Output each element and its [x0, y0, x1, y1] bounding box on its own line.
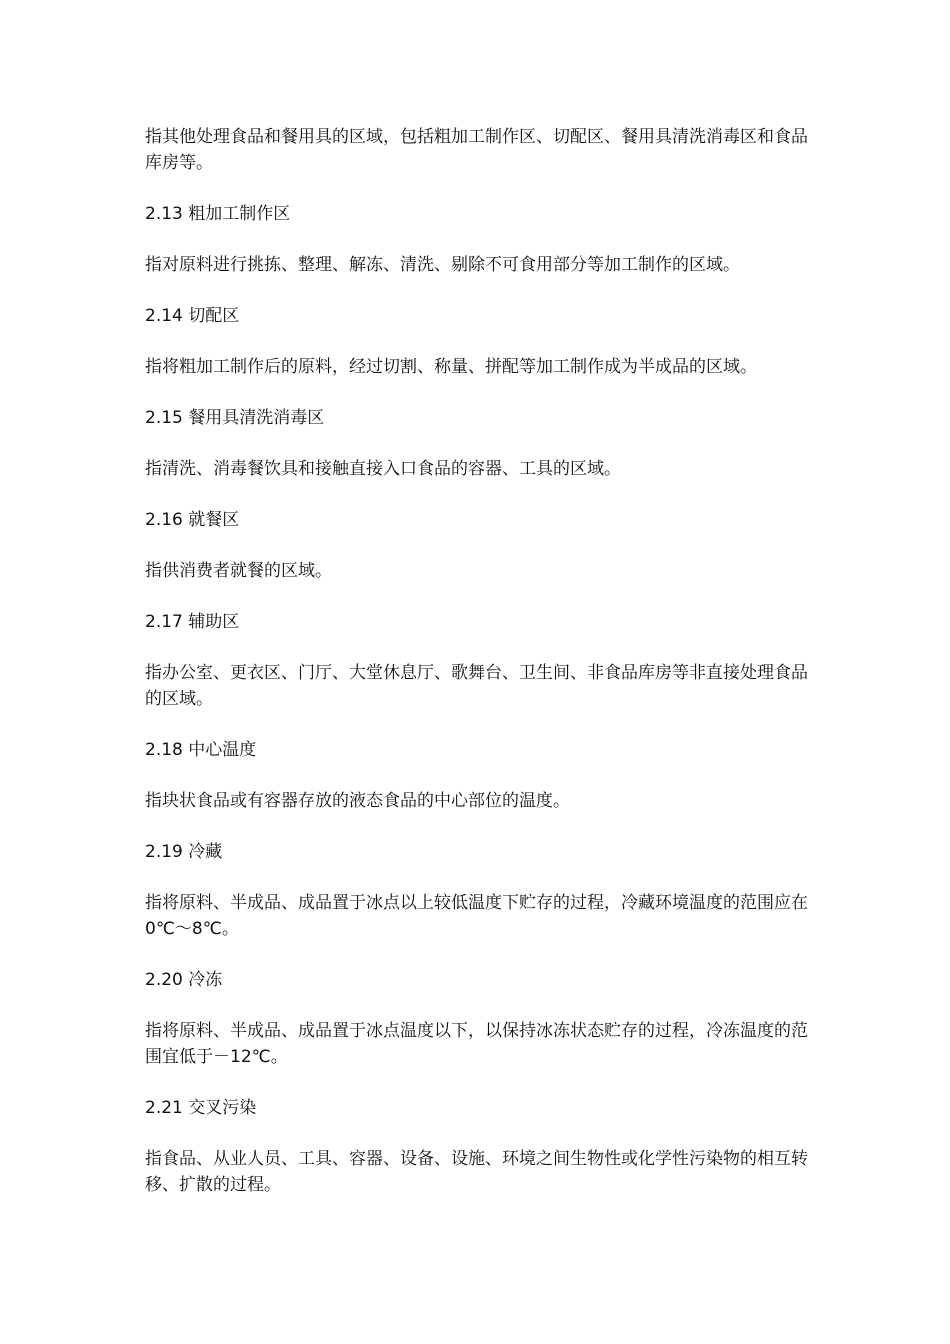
heading-2-18: 2.18 中心温度 [145, 740, 257, 760]
heading-2-19: 2.19 冷藏 [145, 842, 223, 862]
paragraph-processing-areas: 指其他处理食品和餐用具的区域，包括粗加工制作区、切配区、餐用具清洗消毒区和食品库房等。 [145, 127, 808, 173]
heading-2-13: 2.13 粗加工制作区 [145, 204, 291, 224]
paragraph-2-15: 指清洗、消毒餐饮具和接触直接入口食品的容器、工具的区域。 [145, 459, 621, 479]
heading-2-14: 2.14 切配区 [145, 306, 240, 326]
paragraph-2-18: 指块状食品或有容器存放的液态食品的中心部位的温度。 [145, 791, 570, 811]
paragraph-2-19: 指将原料、半成品、成品置于冰点以上较低温度下贮存的过程，冷藏环境温度的范围应在 0℃～8℃。 [145, 893, 808, 939]
heading-2-15: 2.15 餐用具清洗消毒区 [145, 408, 325, 428]
paragraph-2-16: 指供消费者就餐的区域。 [145, 561, 332, 581]
paragraph-2-13: 指对原料进行挑拣、整理、解冻、清洗、剔除不可食用部分等加工制作的区域。 [145, 255, 740, 275]
heading-2-20: 2.20 冷冻 [145, 970, 223, 990]
paragraph-2-17: 指办公室、更衣区、门厅、大堂休息厅、歌舞台、卫生间、非食品库房等非直接处理食品的区域。 [145, 663, 808, 709]
paragraph-2-14: 指将粗加工制作后的原料，经过切割、称量、拼配等加工制作成为半成品的区域。 [145, 357, 757, 377]
paragraph-2-20: 指将原料、半成品、成品置于冰点温度以下，以保持冰冻状态贮存的过程，冷冻温度的范围宜低于－12℃。 [145, 1021, 808, 1067]
heading-2-21: 2.21 交叉污染 [145, 1098, 257, 1118]
heading-2-16: 2.16 就餐区 [145, 510, 240, 530]
paragraph-2-21: 指食品、从业人员、工具、容器、设备、设施、环境之间生物性或化学性污染物的相互转移、扩散的过程。 [145, 1149, 808, 1195]
document-body [145, 124, 810, 1198]
heading-2-17: 2.17 辅助区 [145, 612, 240, 632]
